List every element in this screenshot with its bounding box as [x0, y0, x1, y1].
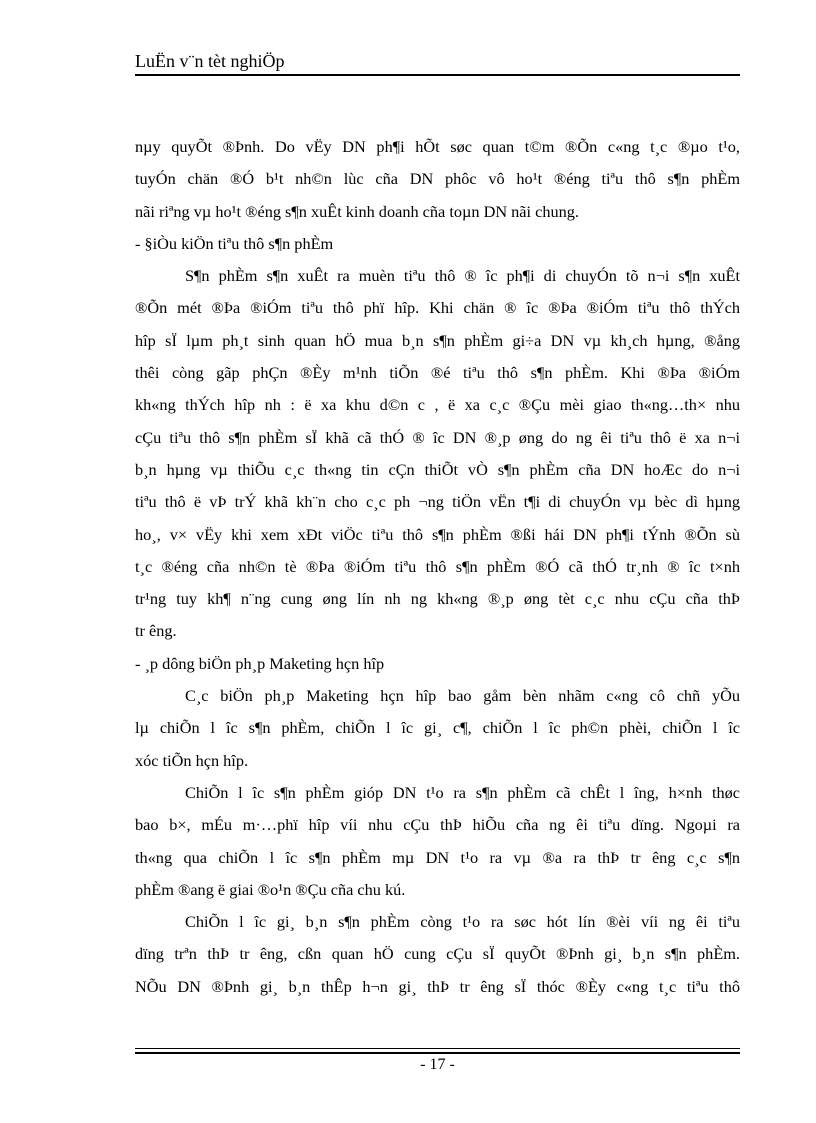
paragraph-line: nãi riªng vµ ho¹t ®éng s¶n xuÊt kinh doanh cña toµn DN nãi chung. — [135, 201, 579, 221]
paragraph-line: t¸c ®éng cña nh©n tè ®Þa ®iÓm tiªu thô s¶n phÈm ®Ó cã thÓ tr¸nh ® îc t×nh — [135, 556, 740, 576]
header-title: LuËn v¨n tèt nghiÖp — [135, 51, 285, 71]
paragraph-line: dïng trªn thÞ tr êng, cßn quan hÖ cung cÇu sÏ quyÕt ®Þnh gi¸ b¸n s¶n phÈm. — [135, 944, 740, 964]
paragraph-line: NÕu DN ®Þnh gi¸ b¸n thÊp h¬n gi¸ thÞ tr êng sÏ thóc ®Èy c«ng t¸c tiªu thô — [135, 976, 740, 996]
paragraph-line: tiªu thô ë vÞ trÝ khã kh¨n cho c¸c ph ¬ng tiÖn vËn t¶i di chuyÓn vµ bèc dì hµng — [135, 492, 740, 512]
paragraph-line: tuyÓn chän ®Ó b¹t nh©n lùc cña DN phôc vô ho¹t ®éng tiªu thô s¶n phÈm — [135, 169, 740, 189]
paragraph-line: b¸n hµng vµ thiÕu c¸c th«ng tin cÇn thiÕt vÒ s¶n phÈm cña DN hoÆc do n¬i — [135, 459, 740, 479]
paragraph-line: bao b×, mÉu m·…phï hîp víi nhu cÇu thÞ hiÕu cña ng êi tiªu dïng. Ngoµi ra — [135, 815, 740, 835]
paragraph-line: tr êng. — [135, 621, 177, 641]
paragraph-line: ChiÕn l îc gi¸ b¸n s¶n phÈm còng t¹o ra søc hót lín ®èi víi ng êi tiªu — [185, 912, 740, 932]
page-header — [135, 50, 740, 72]
section-heading: - §iÒu kiÖn tiªu thô s¶n phÈm — [135, 233, 334, 253]
paragraph-line: phÈm ®ang ë giai ®o¹n ®Çu cña chu kú. — [135, 879, 406, 899]
paragraph-line: hîp sÏ lµm ph¸t sinh quan hÖ mua b¸n s¶n phÈm gi÷a DN vµ kh¸ch hµng, ®ång — [135, 330, 740, 350]
paragraph-line: ho¸, v× vËy khi xem xÐt viÖc tiªu thô s¶n phÈm ®ßi hái DN ph¶i tÝnh ®Õn sù — [135, 524, 740, 544]
footer-rule — [135, 1052, 740, 1054]
paragraph-line: ChiÕn l îc s¶n phÈm gióp DN t¹o ra s¶n phÈm cã chÊt l îng, h×nh thøc — [185, 782, 740, 802]
paragraph-line: tr¹ng tuy kh¶ n¨ng cung øng lín nh ng kh«ng ®¸p øng tèt c¸c nhu cÇu cña thÞ — [135, 589, 740, 609]
body-text — [135, 131, 740, 1003]
page-number: - 17 - — [420, 1056, 455, 1073]
paragraph-line: xóc tiÕn hçn hîp. — [135, 750, 249, 770]
paragraph-line: C¸c biÖn ph¸p Maketing hçn hîp bao gåm bèn nhãm c«ng cô chñ yÕu — [185, 686, 740, 706]
paragraph-line: thêi còng gãp phÇn ®Èy m¹nh tiÕn ®é tiªu thô s¶n phÈm. Khi ®Þa ®iÓm — [135, 363, 740, 383]
section-heading: - ¸p dông biÖn ph¸p Maketing hçn hîp — [135, 653, 385, 673]
paragraph-line: ®Õn mét ®Þa ®iÓm tiªu thô phï hîp. Khi chän ® îc ®Þa ®iÓm tiªu thô thÝch — [135, 298, 740, 318]
footer-rule — [135, 1048, 740, 1049]
header-rule — [135, 74, 740, 76]
paragraph-line: th«ng qua chiÕn l îc s¶n phÈm mµ DN t¹o ra vµ ®a ra thÞ tr êng c¸c s¶n — [135, 847, 740, 867]
paragraph-line: kh«ng thÝch hîp nh : ë xa khu d©n c , ë xa c¸c ®Çu mèi giao th«ng…th× nhu — [135, 395, 740, 415]
paragraph-line: nµy quyÕt ®Þnh. Do vËy DN ph¶i hÕt søc quan t©m ®Õn c«ng t¸c ®µo t¹o, — [135, 137, 740, 156]
paragraph-line: cÇu tiªu thô s¶n phÈm sÏ khã cã thÓ ® îc DN ®¸p øng do ng êi tiªu thô ë xa n¬i — [135, 427, 740, 447]
paragraph-line: lµ chiÕn l îc s¶n phÈm, chiÕn l îc gi¸ c¶, chiÕn l îc ph©n phèi, chiÕn l îc — [135, 718, 740, 738]
paragraph-line: S¶n phÈm s¶n xuÊt ra muèn tiªu thô ® îc ph¶i di chuyÓn tõ n¬i s¶n xuÊt — [185, 266, 740, 286]
